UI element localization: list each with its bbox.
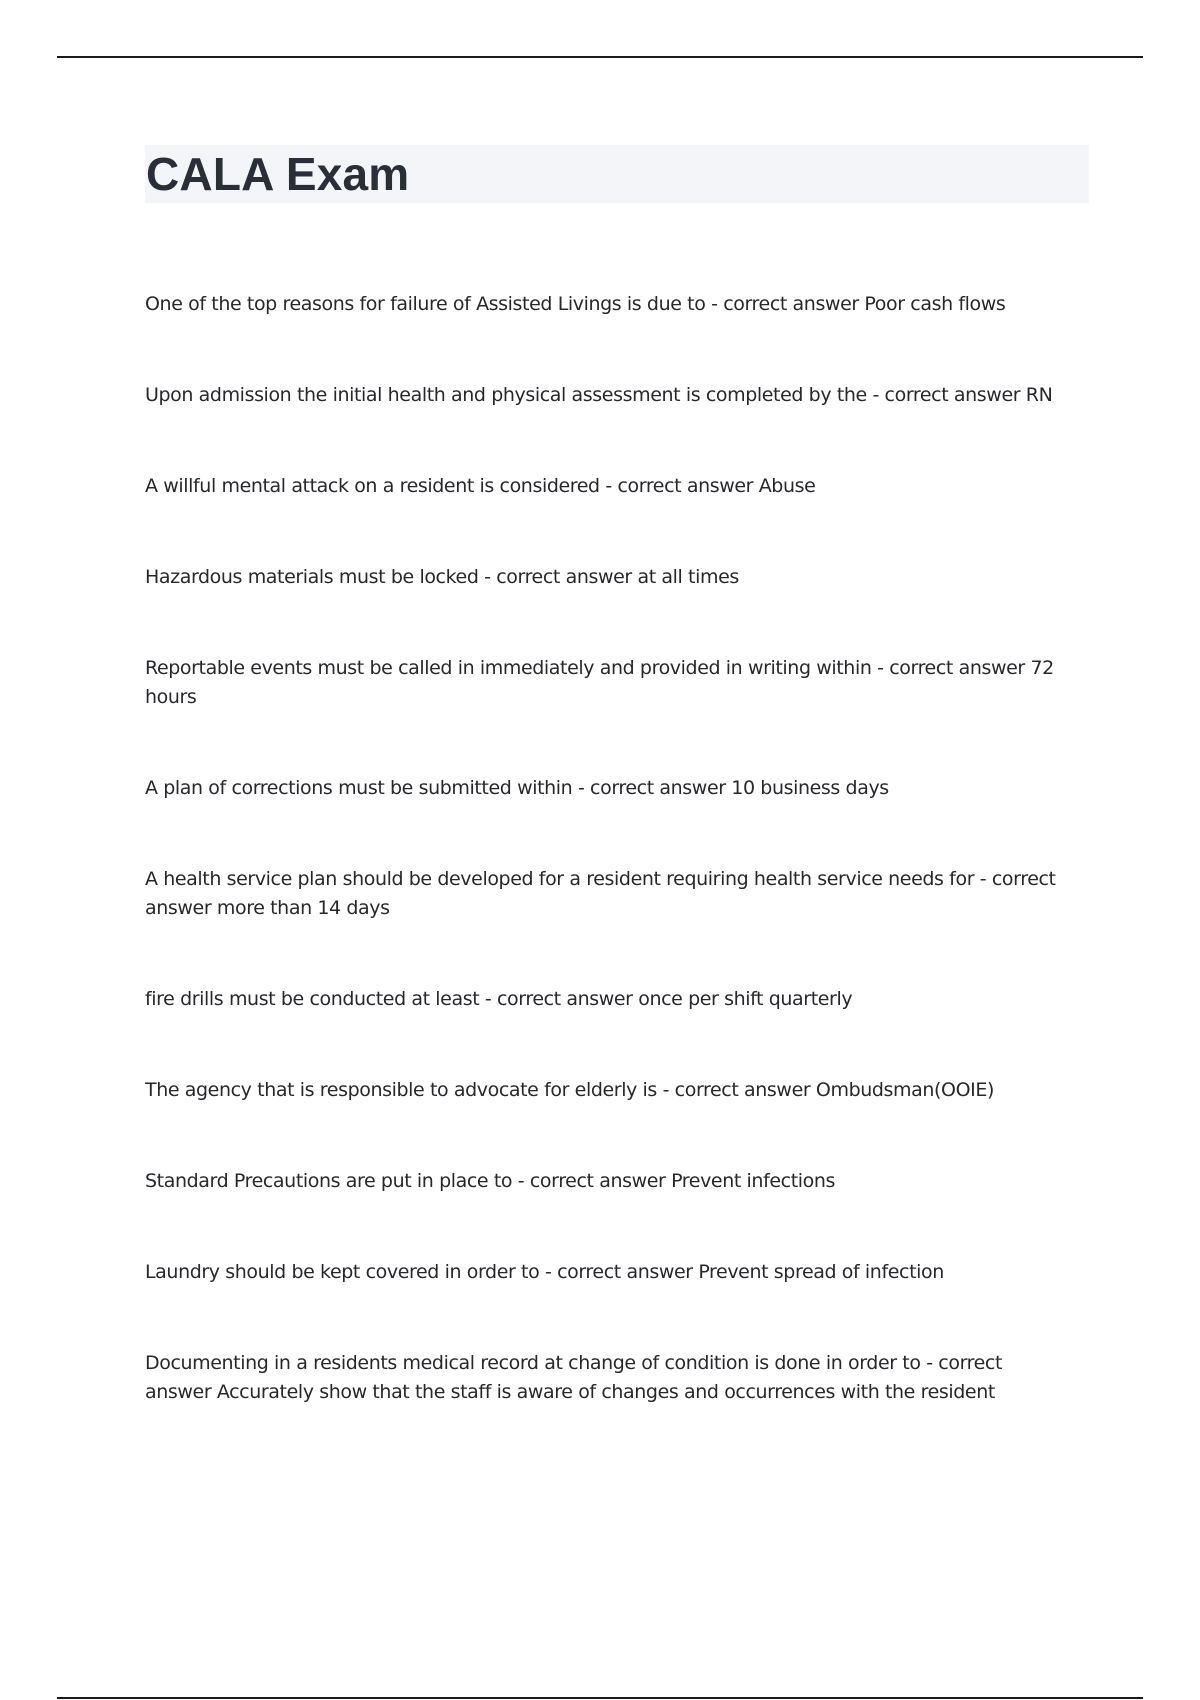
answer-separator: - correct answer <box>145 1352 1003 1403</box>
answer-separator: - correct answer <box>145 868 1056 919</box>
answer-separator: - correct answer <box>656 1079 816 1101</box>
question-text: Standard Precautions are put in place to <box>145 1170 513 1192</box>
qa-item <box>145 1349 1065 1407</box>
qa-item <box>145 774 1065 803</box>
answer-text: Abuse <box>758 475 816 497</box>
qa-item <box>145 1258 1065 1287</box>
qa-list <box>145 290 1065 1469</box>
answer-text: once per shift quarterly <box>638 988 853 1010</box>
answer-separator: - correct answer <box>478 566 638 588</box>
question-text: Reportable events must be called in immediately and provided in writing within <box>145 657 872 679</box>
top-divider <box>57 56 1143 58</box>
bottom-divider <box>57 1697 1143 1699</box>
answer-text: Ombudsman(OOIE) <box>815 1079 994 1101</box>
qa-item <box>145 290 1065 319</box>
answer-separator: - correct answer <box>599 475 759 497</box>
answer-separator: - correct answer <box>705 293 865 315</box>
answer-text: more than 14 days <box>216 897 390 919</box>
answer-text: Accurately show that the staff is aware of changes and occurrences with the resident <box>216 1381 995 1403</box>
question-text: One of the top reasons for failure of Assisted Livings is due to <box>145 293 706 315</box>
document-title: CALA Exam <box>146 148 410 200</box>
qa-item <box>145 985 1065 1014</box>
answer-text: Prevent infections <box>671 1170 835 1192</box>
question-text: A plan of corrections must be submitted within <box>145 777 573 799</box>
answer-separator: - correct answer <box>539 1261 699 1283</box>
question-text: Hazardous materials must be locked <box>145 566 479 588</box>
qa-item <box>145 563 1065 592</box>
question-text: The agency that is responsible to advocate for elderly is <box>145 1079 657 1101</box>
question-text: A health service plan should be developed for a resident requiring health service needs for <box>145 868 975 890</box>
answer-text: 72 hours <box>145 657 1054 708</box>
answer-text: Prevent spread of infection <box>698 1261 944 1283</box>
question-text: A willful mental attack on a resident is considered <box>145 475 600 497</box>
qa-item <box>145 1167 1065 1196</box>
question-text: Upon admission the initial health and physical assessment is completed by the <box>145 384 867 406</box>
question-text: fire drills must be conducted at least <box>145 988 480 1010</box>
answer-text: Poor cash flows <box>864 293 1006 315</box>
answer-separator: - correct answer <box>512 1170 672 1192</box>
question-text: Documenting in a residents medical record at change of condition is done in order to <box>145 1352 921 1374</box>
qa-item <box>145 654 1065 712</box>
answer-separator: - correct answer <box>871 657 1031 679</box>
qa-item <box>145 865 1065 923</box>
qa-item <box>145 1076 1065 1105</box>
answer-text: at all times <box>637 566 739 588</box>
answer-separator: - correct answer <box>479 988 639 1010</box>
answer-separator: - correct answer <box>572 777 732 799</box>
answer-text: RN <box>1025 384 1053 406</box>
answer-text: 10 business days <box>731 777 889 799</box>
qa-item <box>145 381 1065 410</box>
qa-item <box>145 472 1065 501</box>
question-text: Laundry should be kept covered in order to <box>145 1261 540 1283</box>
answer-separator: - correct answer <box>866 384 1026 406</box>
